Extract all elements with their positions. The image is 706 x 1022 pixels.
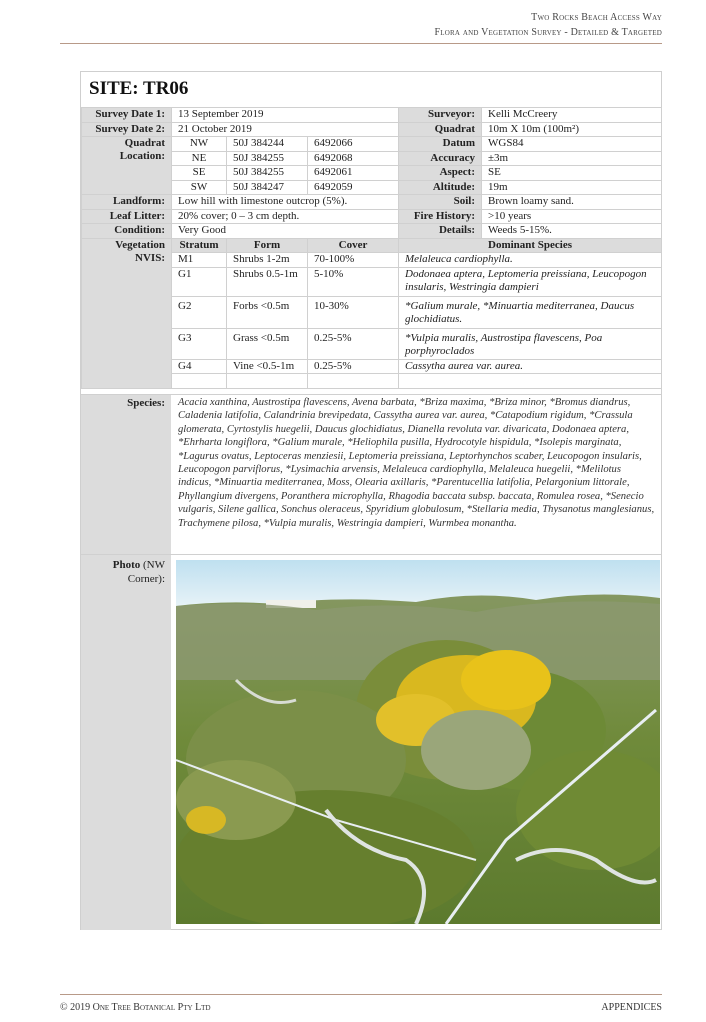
form-cell: Grass <0.5m [227, 328, 308, 359]
stratum-header: Stratum [172, 238, 227, 253]
accuracy: ±3m [482, 151, 662, 166]
aspect-label: Aspect: [399, 166, 482, 181]
form-cell: Shrubs 0.5-1m [227, 267, 308, 296]
condition-label: Condition: [82, 224, 172, 239]
site-title: SITE: TR06 [89, 78, 189, 99]
datum-label: Datum [399, 137, 482, 152]
dominant-species-cell: *Galium murale, *Minuartia mediterranea, Daucus glochidiatus. [399, 296, 662, 328]
survey-date-2-label: Survey Date 2: [82, 122, 172, 137]
footer-rule [60, 994, 662, 995]
cover-cell: 10-30% [308, 296, 399, 328]
table-row [82, 137, 662, 152]
corner-name: SW [172, 180, 227, 195]
details: Weeds 5-15%. [482, 224, 662, 239]
corner-easting: 50J 384247 [227, 180, 308, 195]
empty-cell [172, 374, 227, 389]
photo-section [81, 554, 661, 930]
species-label: Species: [81, 395, 171, 555]
soil-label: Soil: [399, 195, 482, 210]
fire-history: >10 years [482, 209, 662, 224]
table-row [82, 209, 662, 224]
empty-cell [308, 374, 399, 389]
fire-history-label: Fire History: [399, 209, 482, 224]
table-row [82, 224, 662, 239]
table-row [82, 238, 662, 253]
corner-northing: 6492061 [308, 166, 399, 181]
cover-header: Cover [308, 238, 399, 253]
empty-cell [399, 374, 662, 389]
corner-northing: 6492066 [308, 137, 399, 152]
header-title: Two Rocks Beach Access Way [531, 12, 662, 23]
corner-easting: 50J 384255 [227, 151, 308, 166]
empty-cell [227, 374, 308, 389]
quadrat-size: 10m X 10m (100m²) [482, 122, 662, 137]
corner-name: SE [172, 166, 227, 181]
running-header [435, 10, 662, 40]
survey-date-2: 21 October 2019 [172, 122, 399, 137]
surveyor: Kelli McCreery [482, 108, 662, 123]
site-info-table [81, 107, 662, 389]
site-photo [176, 560, 660, 924]
quadrat-label: Quadrat [399, 122, 482, 137]
surveyor-label: Surveyor: [399, 108, 482, 123]
landform-label: Landform: [82, 195, 172, 210]
corner-northing: 6492059 [308, 180, 399, 195]
stratum-cell: G1 [172, 267, 227, 296]
quadrat-location-label: Quadrat Location: [82, 137, 172, 195]
dominant-species-cell: *Vulpia muralis, Austrostipa flavescens, Poa porphyroclados [399, 328, 662, 359]
footer-copyright: © 2019 One Tree Botanical Pty Ltd [60, 1002, 211, 1013]
form-cell: Shrubs 1-2m [227, 253, 308, 268]
corner-name: NW [172, 137, 227, 152]
form-cell: Vine <0.5-1m [227, 359, 308, 374]
form-header: Form [227, 238, 308, 253]
dominant-species-header: Dominant Species [399, 238, 662, 253]
vegetation-photo-image [176, 560, 660, 924]
dominant-species-cell: Cassytha aurea var. aurea. [399, 359, 662, 374]
stratum-cell: G2 [172, 296, 227, 328]
cover-cell: 0.25-5% [308, 359, 399, 374]
site-card [80, 71, 662, 930]
survey-date-1-label: Survey Date 1: [82, 108, 172, 123]
table-row [82, 122, 662, 137]
species-section [81, 394, 661, 555]
dominant-species-cell: Melaleuca cardiophylla. [399, 253, 662, 268]
datum: WGS84 [482, 137, 662, 152]
table-row [82, 195, 662, 210]
dominant-species-cell: Dodonaea aptera, Leptomeria preissiana, Leucopogon insularis, Westringia dampieri [399, 267, 662, 296]
survey-date-1: 13 September 2019 [172, 108, 399, 123]
cover-cell: 0.25-5% [308, 328, 399, 359]
accuracy-label: Accuracy [399, 151, 482, 166]
form-cell: Forbs <0.5m [227, 296, 308, 328]
cover-cell: 5-10% [308, 267, 399, 296]
table-row [82, 108, 662, 123]
stratum-cell: M1 [172, 253, 227, 268]
vegetation-nvis-label: Vegetation NVIS: [82, 238, 172, 388]
leaf-litter-label: Leaf Litter: [82, 209, 172, 224]
corner-easting: 50J 384244 [227, 137, 308, 152]
leaf-litter: 20% cover; 0 – 3 cm depth. [172, 209, 399, 224]
soil: Brown loamy sand. [482, 195, 662, 210]
corner-name: NE [172, 151, 227, 166]
cover-cell: 70-100% [308, 253, 399, 268]
corner-northing: 6492068 [308, 151, 399, 166]
aspect: SE [482, 166, 662, 181]
header-rule [60, 43, 662, 44]
species-list: Acacia xanthina, Austrostipa flavescens, Avena barbata, *Briza maxima, *Briza minor, *Bromus diandrus, Caladenia latifolia, Calandrinia brevipedata, Cassytha aurea var. aurea, *Catapodium rigidum, *Crassula glomerata, Cyrtostylis huegelii, Daucus glochidiatus, Dianella revoluta var. divaricata, Dodonaea aptera, *Ehrharta longiflora, *Galium murale, *Heliophila pusilla, Hydrocotyle hispidula, *Isolepis marginata, *Lagurus ovatus, Leptoceras menziesii, Leptomeria preissiana, Leptorhynchos scaber, Leucopogon insularis, Leucopogon parviflorus, *Lysimachia arvensis, Melaleuca cardiophylla, Melaleuca huegelii, *Melilotus indicus, *Minuartia mediterranea, Moss, Olearia axillaris, *Parentucellia latifolia, Pelargonium littorale, Phyllangium divergens, Poranthera microphylla, Rhagodia baccata subsp. baccata, Romulea rosea, *Senecio vulgaris, Silene gallica, Sonchus oleraceus, Spyridium globulosum, *Stellaria media, Thysanotus manglesianus, Trachymene pilosa, *Vulpia muralis, Westringia dampieri, Wurmbea monantha. [178, 397, 655, 529]
altitude-label: Altitude: [399, 180, 482, 195]
landform: Low hill with limestone outcrop (5%). [172, 195, 399, 210]
condition: Very Good [172, 224, 399, 239]
footer-section: APPENDICES [601, 1002, 662, 1013]
corner-easting: 50J 384255 [227, 166, 308, 181]
photo-label: Photo (NW Corner): [81, 555, 171, 930]
stratum-cell: G4 [172, 359, 227, 374]
altitude: 19m [482, 180, 662, 195]
stratum-cell: G3 [172, 328, 227, 359]
header-subtitle: Flora and Vegetation Survey - Detailed & Targeted [434, 27, 662, 38]
details-label: Details: [399, 224, 482, 239]
